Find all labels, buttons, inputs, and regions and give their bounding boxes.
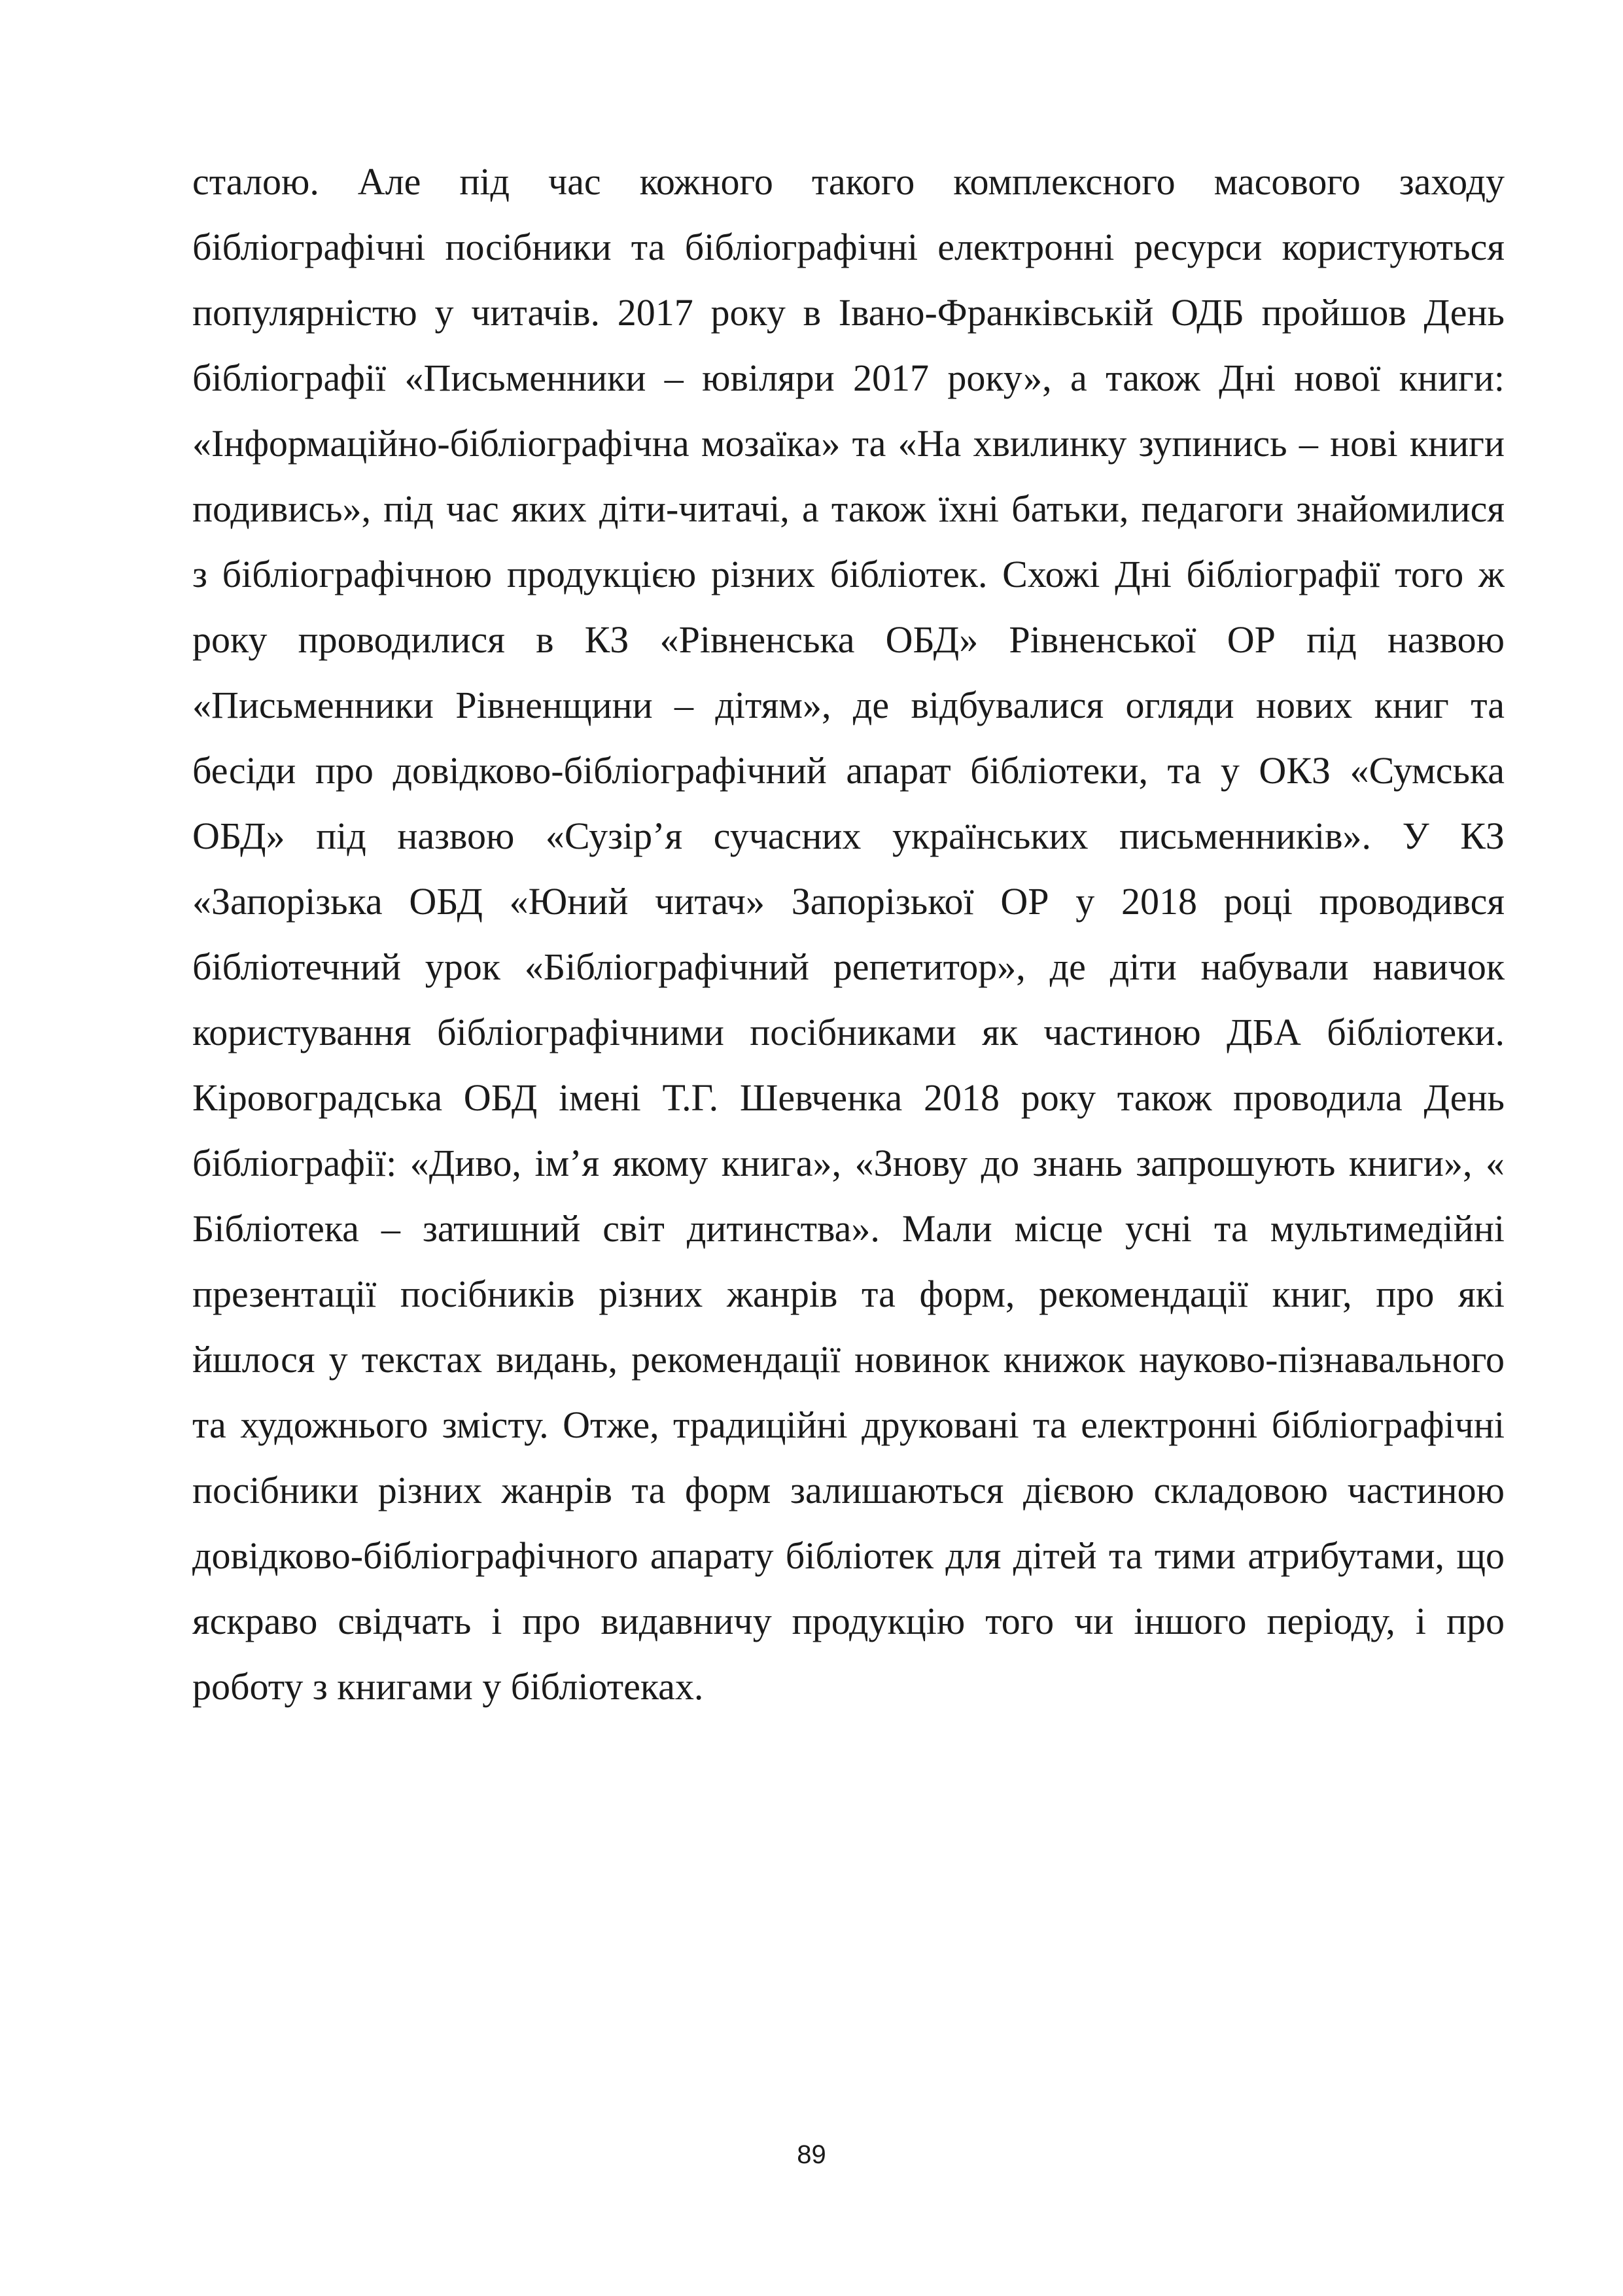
page-number: 89 xyxy=(797,2140,826,2169)
text-line: презентації посібників різних жанрів та форм, рекомендації книг, про які xyxy=(192,1273,1505,1315)
text-line: Кіровоградська ОБД імені Т.Г. Шевченка 2018 року також проводила День xyxy=(192,1076,1505,1119)
body-paragraph xyxy=(192,149,1505,1720)
text-line: бібліотечний урок «Бібліографічний репетитор», де діти набували навичок xyxy=(192,945,1505,988)
text-line: яскраво свідчать і про видавничу продукцію того чи іншого періоду, і про xyxy=(192,1600,1505,1642)
text-line: роботу з книгами у бібліотеках. xyxy=(192,1665,704,1708)
text-line: з бібліографічною продукцією різних бібліотек. Схожі Дні бібліографії того ж xyxy=(192,553,1505,595)
text-line: Бібліотека – затишний світ дитинства». Мали місце усні та мультимедійні xyxy=(192,1207,1505,1250)
text-line: сталою. Але під час кожного такого комплексного масового заходу xyxy=(192,160,1505,203)
text-line: року проводилися в КЗ «Рівненська ОБД» Рівненської ОР під назвою xyxy=(192,618,1505,661)
text-line: довідково-бібліографічного апарату бібліотек для дітей та тими атрибутами, що xyxy=(192,1534,1505,1577)
text-line: бібліографічні посібники та бібліографічні електронні ресурси користуються xyxy=(192,226,1505,268)
text-line: бесіди про довідково-бібліографічний апарат бібліотеки, та у ОКЗ «Сумська xyxy=(192,749,1505,792)
text-line: бібліографії «Письменники – ювіляри 2017 року», а також Дні нової книги: xyxy=(192,357,1505,399)
text-line: користування бібліографічними посібниками як частиною ДБА бібліотеки. xyxy=(192,1011,1505,1053)
text-line: йшлося у текстах видань, рекомендації новинок книжок науково-пізнавального xyxy=(192,1338,1505,1381)
text-line: подивись», під час яких діти-читачі, а також їхні батьки, педагоги знайомилися xyxy=(192,487,1505,530)
text-line: «Запорізька ОБД «Юний читач» Запорізької ОР у 2018 році проводився xyxy=(192,880,1505,923)
text-line: посібники різних жанрів та форм залишаються дієвою складовою частиною xyxy=(192,1469,1505,1511)
text-line: «Інформаційно-бібліографічна мозаїка» та «На хвилинку зупинись – нові книги xyxy=(192,422,1505,465)
text-line: ОБД» під назвою «Сузір’я сучасних українських письменників». У КЗ xyxy=(192,815,1505,857)
text-line: «Письменники Рівненщини – дітям», де відбувалися огляди нових книг та xyxy=(192,684,1505,726)
text-line: бібліографії: «Диво, ім’я якому книга», «Знову до знань запрошують книги», « xyxy=(192,1142,1505,1184)
text-line: та художнього змісту. Отже, традиційні друковані та електронні бібліографічні xyxy=(192,1404,1505,1446)
text-line: популярністю у читачів. 2017 року в Івано-Франківській ОДБ пройшов День xyxy=(192,291,1505,334)
